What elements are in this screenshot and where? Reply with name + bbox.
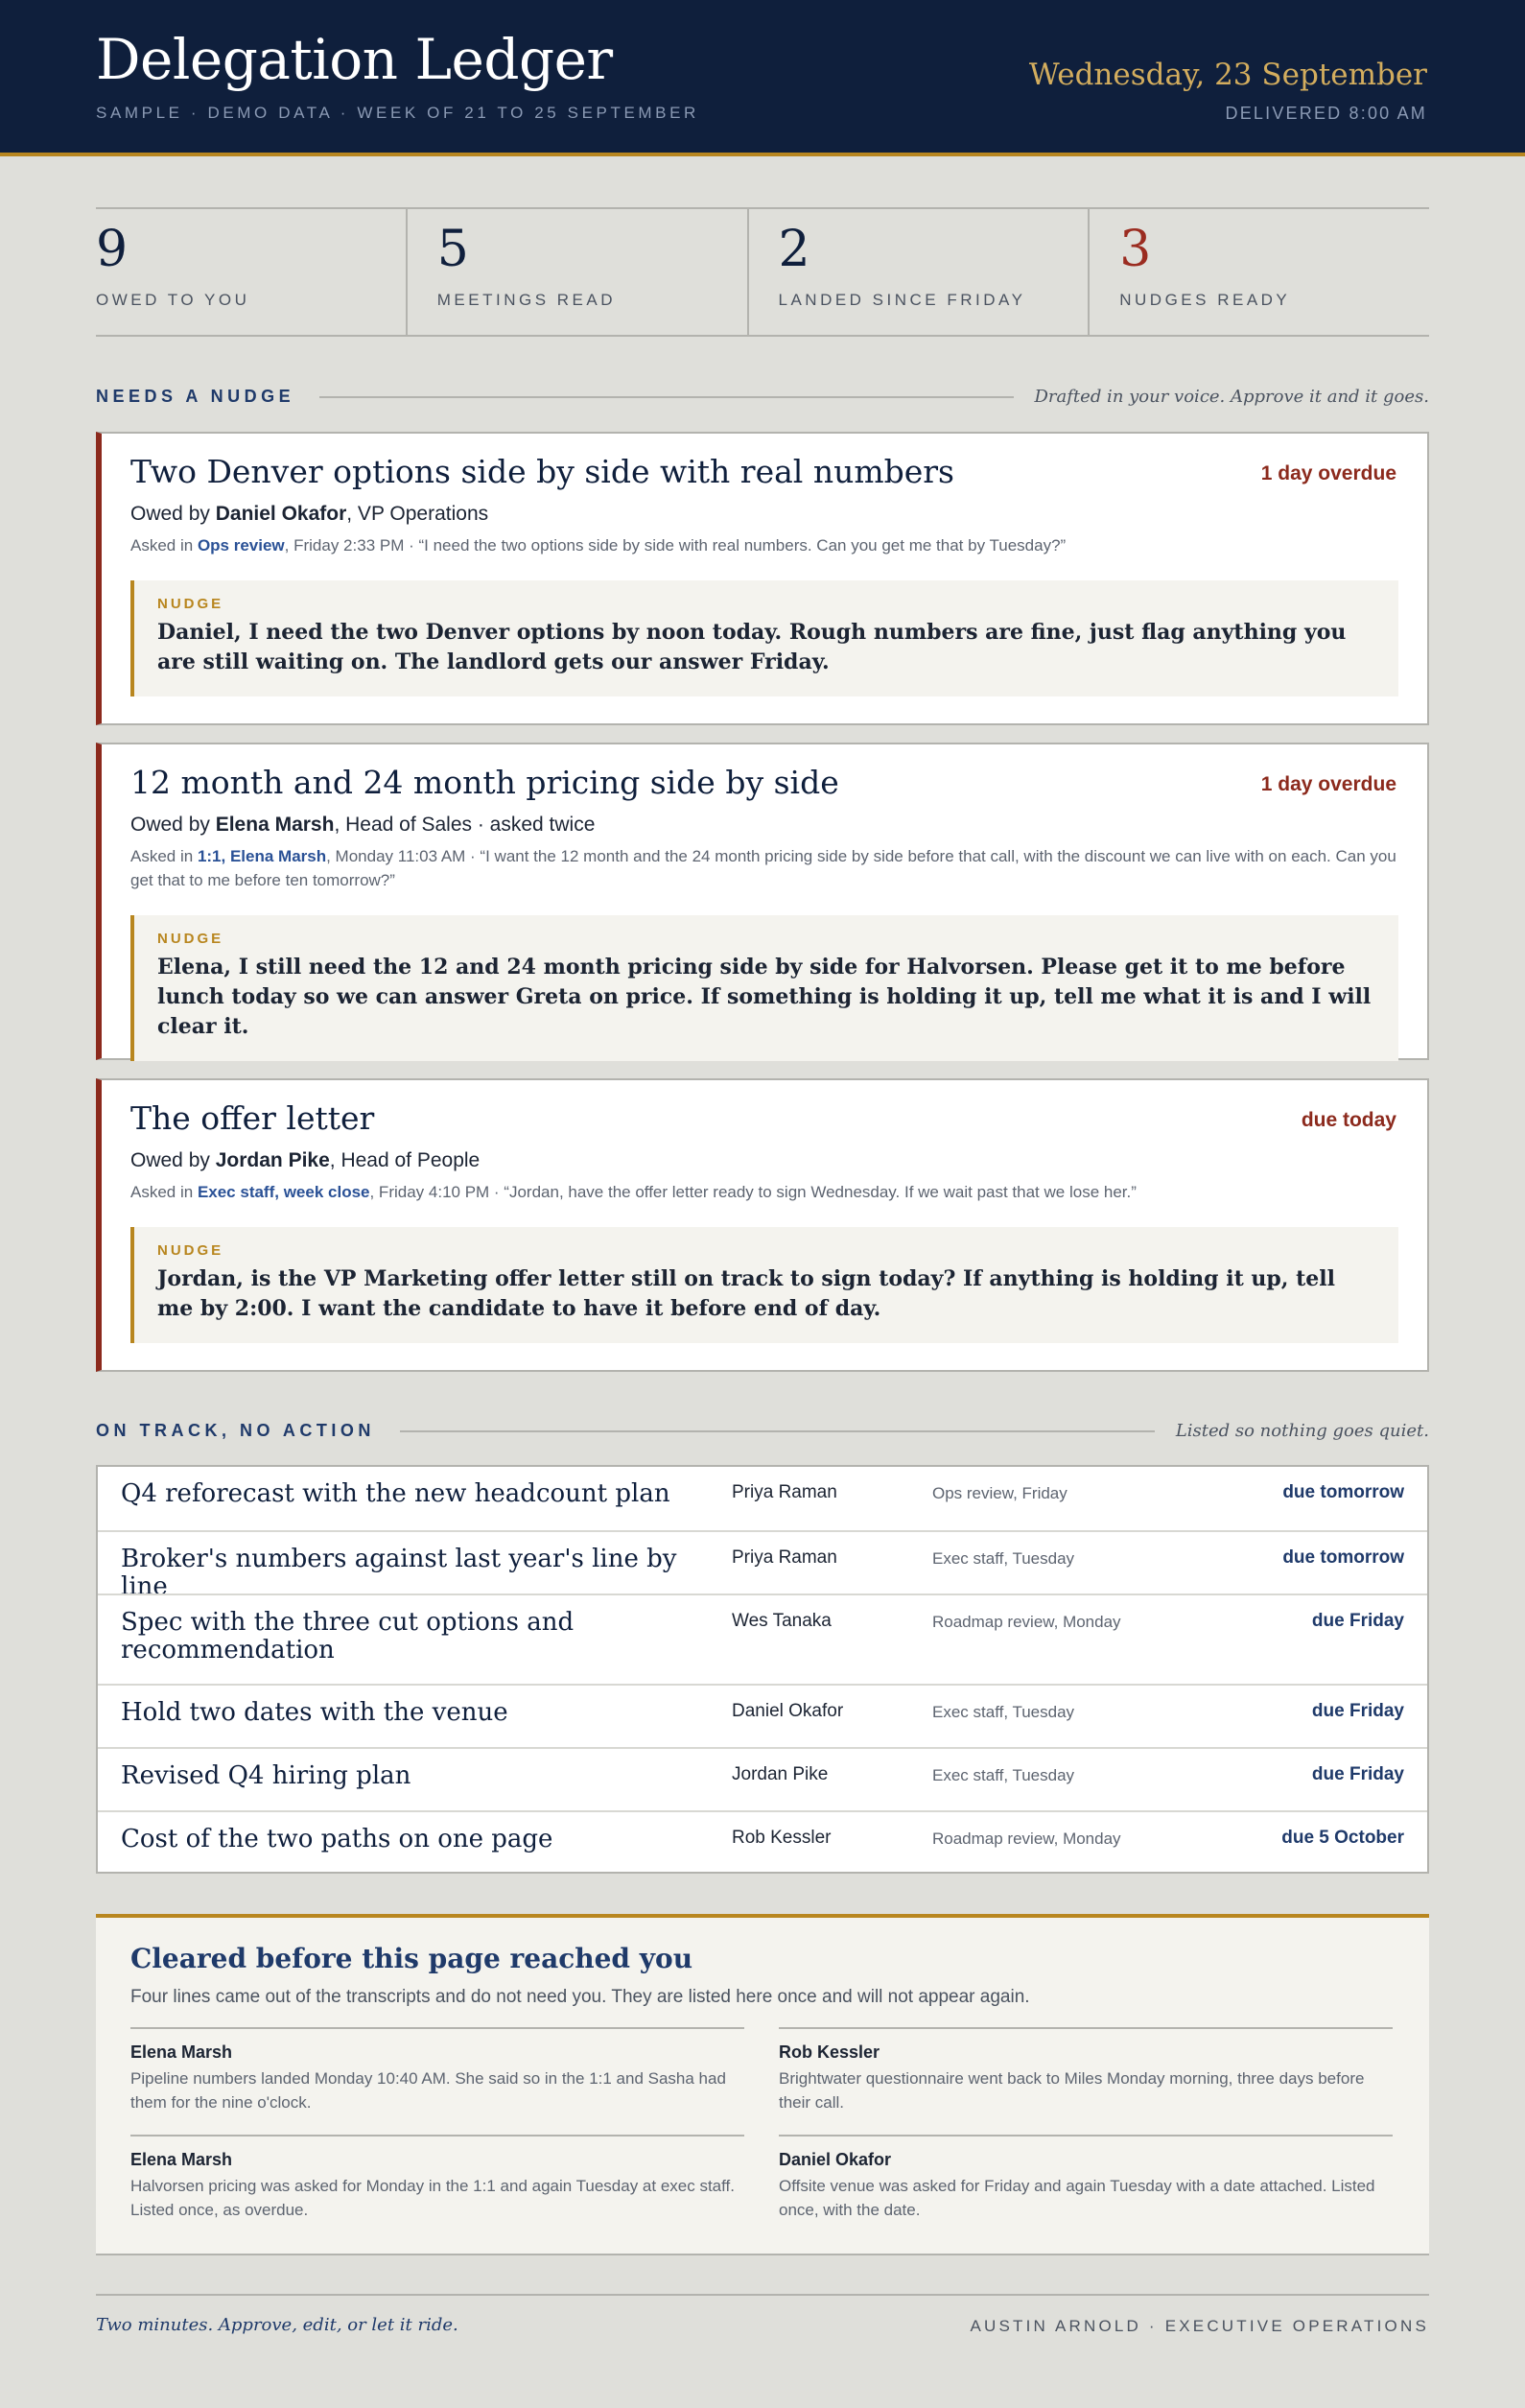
owed-prefix: Owed by [130, 1149, 216, 1171]
stat-meetings-read [406, 209, 747, 335]
meeting-link[interactable]: Ops review [197, 536, 285, 555]
nudge-label: NUDGE [157, 931, 224, 947]
on-track-table [96, 1465, 1429, 1874]
stat-nudges-ready [1088, 209, 1429, 335]
section-rule [319, 396, 1013, 398]
cleared-item [130, 2027, 744, 2114]
task-source: Exec staff, Tuesday [932, 1703, 1075, 1721]
page-title: Delegation Ledger [96, 27, 613, 92]
nudge-card[interactable] [96, 1078, 1429, 1372]
table-row[interactable] [98, 1747, 1427, 1810]
owner-name: Jordan Pike [215, 1149, 330, 1171]
nudge-draft[interactable] [130, 1227, 1398, 1343]
needs-nudge-section-head [96, 387, 1429, 407]
delivered-time: DELIVERED 8:00 AM [1225, 104, 1427, 123]
cleared-item-text: Halvorsen pricing was asked for Monday in the 1:1 and again Tuesday at exec staff. Listed once, as overdue. [130, 2177, 735, 2219]
task-source: Exec staff, Tuesday [932, 1549, 1075, 1568]
owed-by [130, 503, 488, 526]
owner-name: Daniel Okafor [215, 503, 347, 525]
nudge-label: NUDGE [157, 596, 224, 612]
stat-label: OWED TO YOU [96, 291, 250, 310]
cleared-item-name: Daniel Okafor [779, 2150, 892, 2169]
cleared-item-name: Rob Kessler [779, 2042, 880, 2062]
task-source: Exec staff, Tuesday [932, 1766, 1075, 1784]
task-owner: Priya Raman [732, 1547, 837, 1568]
owner-role: , Head of Sales · asked twice [334, 814, 596, 836]
task-source: Roadmap review, Monday [932, 1830, 1121, 1848]
cleared-item-name: Elena Marsh [130, 2042, 233, 2062]
table-row[interactable] [98, 1467, 1427, 1530]
task-title: Spec with the three cut options and recommendation [121, 1608, 575, 1664]
nudge-card[interactable] [96, 743, 1429, 1060]
asked-quote: , Friday 4:10 PM · “Jordan, have the offer letter ready to sign Wednesday. If we wait past that we lose her.” [369, 1183, 1137, 1201]
nudge-label: NUDGE [157, 1242, 224, 1259]
due-status: 1 day overdue [1260, 462, 1396, 484]
task-source: Ops review, Friday [932, 1484, 1068, 1502]
stats-bar [96, 207, 1429, 337]
section-note: Listed so nothing goes quiet. [1175, 1421, 1429, 1441]
cleared-item-name: Elena Marsh [130, 2150, 233, 2169]
task-title: Revised Q4 hiring plan [121, 1761, 411, 1790]
page-subtitle: SAMPLE · DEMO DATA · WEEK OF 21 TO 25 SEPTEMBER [96, 104, 699, 122]
nudge-text: Daniel, I need the two Denver options by noon today. Rough numbers are fine, just flag anything you are still waiting on. The landlord gets our answer Friday. [157, 620, 1347, 674]
task-owner: Rob Kessler [732, 1828, 832, 1848]
task-due: due 5 October [1281, 1828, 1404, 1848]
owed-by [130, 1149, 480, 1172]
nudge-draft[interactable] [130, 580, 1398, 696]
header-date: Wednesday, 23 September [1028, 58, 1427, 92]
task-owner: Daniel Okafor [732, 1701, 844, 1721]
stat-value: 2 [778, 221, 810, 278]
cleared-panel [96, 1914, 1429, 2255]
section-label: ON TRACK, NO ACTION [96, 1421, 375, 1440]
page-footer [96, 2294, 1429, 2335]
on-track-section-head [96, 1421, 1429, 1441]
stat-value: 5 [436, 221, 469, 278]
asked-quote: , Monday 11:03 AM · “I want the 12 month and the 24 month pricing side by side before that call, with the discount we can live with on each. Can you get that to me before ten tomorrow?” [130, 847, 1396, 889]
task-due: due Friday [1311, 1764, 1404, 1784]
table-row[interactable] [98, 1684, 1427, 1747]
task-title: Q4 reforecast with the new headcount plan [121, 1479, 670, 1508]
nudge-text: Elena, I still need the 12 and 24 month pricing side by side for Halvorsen. Please get it to me before lunch today so we can answer Greta on price. If something is holding it up, tell me what it is and I will clear it. [157, 955, 1372, 1039]
due-status: 1 day overdue [1260, 773, 1396, 795]
owner-name: Elena Marsh [215, 814, 335, 836]
asked-quote: , Friday 2:33 PM · “I need the two options side by side with real numbers. Can you get me that by Tuesday?” [284, 536, 1067, 555]
owed-prefix: Owed by [130, 814, 216, 836]
page-header [0, 0, 1525, 156]
asked-prefix: Asked in [130, 847, 198, 865]
task-due: due tomorrow [1282, 1482, 1404, 1502]
nudge-draft[interactable] [130, 915, 1398, 1061]
cleared-item-text: Brightwater questionnaire went back to Miles Monday morning, three days before their call. [779, 2069, 1365, 2112]
stat-value: 9 [96, 221, 129, 278]
asked-prefix: Asked in [130, 536, 198, 555]
card-title: The offer letter [130, 1099, 375, 1137]
nudge-text: Jordan, is the VP Marketing offer letter still on track to sign today? If anything is holding it up, tell me by 2:00. I want the candidate to have it before end of day. [157, 1266, 1335, 1321]
stat-label: NUDGES READY [1119, 291, 1291, 310]
task-title: Cost of the two paths on one page [121, 1825, 553, 1853]
table-row[interactable] [98, 1594, 1427, 1684]
owner-role: , Head of People [329, 1149, 481, 1171]
section-rule [400, 1430, 1155, 1432]
meeting-link[interactable]: Exec staff, week close [197, 1183, 370, 1201]
stat-label: MEETINGS READ [436, 291, 616, 310]
meeting-link[interactable]: 1:1, Elena Marsh [197, 847, 327, 865]
cleared-item [779, 2135, 1393, 2222]
owed-prefix: Owed by [130, 503, 216, 525]
asked-in [130, 533, 1398, 557]
asked-in [130, 1180, 1398, 1204]
card-title: Two Denver options side by side with real numbers [130, 453, 954, 490]
stat-landed-since-friday [747, 209, 1089, 335]
task-owner: Wes Tanaka [732, 1611, 832, 1631]
section-label: NEEDS A NUDGE [96, 387, 295, 406]
task-owner: Priya Raman [732, 1482, 837, 1502]
stat-owed-to-you [96, 209, 406, 335]
due-status: due today [1301, 1109, 1396, 1131]
task-source: Roadmap review, Monday [932, 1613, 1121, 1631]
cleared-title: Cleared before this page reached you [130, 1943, 693, 1974]
table-row[interactable] [98, 1530, 1427, 1601]
task-owner: Jordan Pike [732, 1764, 829, 1784]
card-title: 12 month and 24 month pricing side by side [130, 764, 839, 801]
task-title: Broker's numbers against last year's line by line [121, 1545, 677, 1601]
task-title: Hold two dates with the venue [121, 1698, 508, 1727]
stat-value: 3 [1119, 221, 1152, 278]
cleared-item-text: Offsite venue was asked for Friday and again Tuesday with a date attached. Listed once, with the date. [779, 2177, 1375, 2219]
nudge-card[interactable] [96, 432, 1429, 725]
cleared-item [779, 2027, 1393, 2114]
cleared-item [130, 2135, 744, 2222]
section-note: Drafted in your voice. Approve it and it goes. [1034, 387, 1429, 407]
stat-label: LANDED SINCE FRIDAY [778, 291, 1026, 310]
owner-role: , VP Operations [346, 503, 489, 525]
owed-by [130, 814, 595, 837]
asked-in [130, 844, 1398, 892]
footer-signature: AUSTIN ARNOLD · EXECUTIVE OPERATIONS [970, 2317, 1429, 2335]
cleared-item-text: Pipeline numbers landed Monday 10:40 AM. She said so in the 1:1 and Sasha had them for the nine o'clock. [130, 2069, 726, 2112]
cleared-subtitle: Four lines came out of the transcripts and do not need you. They are listed here once and will not appear again. [130, 1987, 1030, 2007]
footer-tagline: Two minutes. Approve, edit, or let it ride. [96, 2315, 458, 2335]
task-due: due Friday [1311, 1611, 1404, 1631]
table-row[interactable] [98, 1810, 1427, 1872]
task-due: due tomorrow [1282, 1547, 1404, 1568]
asked-prefix: Asked in [130, 1183, 198, 1201]
task-due: due Friday [1311, 1701, 1404, 1721]
